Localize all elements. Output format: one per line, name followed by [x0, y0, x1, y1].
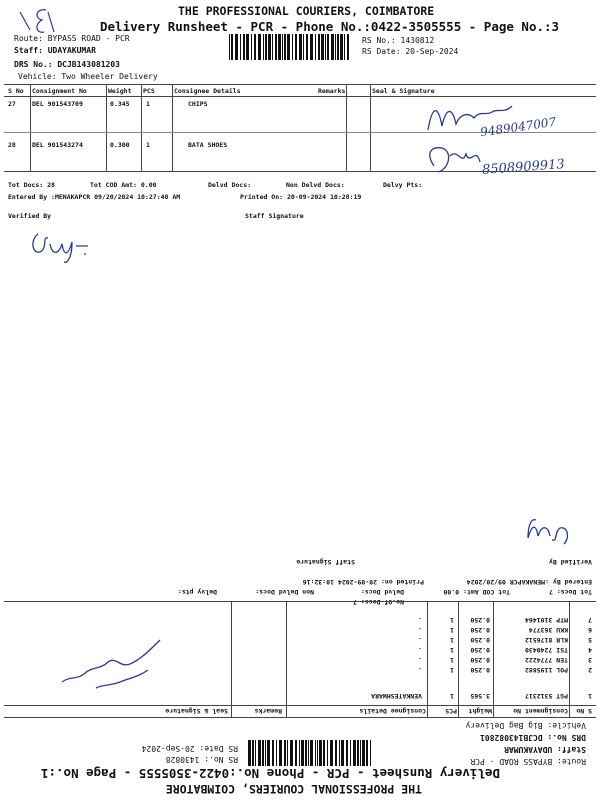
vehicle-label: Vehicle: Two Wheeler Delivery — [18, 72, 158, 81]
row-consignment: PGT 5312317 — [524, 692, 568, 700]
col-seal: Seal & Signature — [372, 87, 435, 95]
vehicle-label: Vehicle: Big Bag Delivery — [465, 721, 586, 730]
row-sno: 2 — [588, 666, 592, 674]
row-pcs: 1 — [450, 616, 454, 624]
row-pcs: 1 — [450, 626, 454, 634]
column-line — [458, 602, 459, 717]
tot-cod: Tot COD Amt: 0.00 — [443, 588, 510, 596]
entered-by: Entered By :MENAKAPCR 09/20/2024 — [466, 578, 592, 586]
handwritten-signature — [502, 514, 572, 554]
row-consignment: KLR 8176512 — [524, 636, 568, 644]
row-sno: 5 — [588, 636, 592, 644]
no-of-docs: No.Of Docs: 7 — [353, 598, 404, 606]
row-pcs: 1 — [146, 100, 150, 108]
col-weight: Weight — [468, 707, 492, 715]
rs-date: RS Date: 20-Sep-2024 — [141, 744, 238, 753]
col-sno: S No — [576, 707, 592, 715]
column-line — [231, 602, 232, 717]
handwritten-signature — [40, 620, 170, 700]
col-consignment: Consignment No — [513, 707, 568, 715]
entered-by: Entered By :MENAKAPCR 09/20/2024 10:27:48 AM — [8, 193, 181, 201]
divider — [4, 705, 596, 706]
barcode-icon — [247, 740, 371, 766]
row-sno: 28 — [8, 141, 16, 149]
column-line — [493, 602, 494, 717]
row-weight: 0.250 — [470, 636, 490, 644]
row-consignee: CHIPS — [188, 100, 208, 108]
col-seal: Seal & Signature — [165, 707, 228, 715]
row-sno: 6 — [588, 626, 592, 634]
route-label: Route: BYPASS ROAD - PCR — [470, 757, 586, 766]
row-consignment: DEL 901543709 — [32, 100, 83, 108]
printed-on: Printed on: 20-09-2024 10:32:16 — [302, 578, 424, 586]
verified-by: Verified By — [548, 558, 592, 566]
non-delvd-docs: Non Delvd Docs: — [286, 181, 345, 189]
row-consignment: TSI 7240430 — [524, 646, 568, 654]
col-consignee: Consignee Details — [174, 87, 241, 95]
non-delvd-docs: Non Delvd Docs: — [255, 588, 314, 596]
row-consignee: . — [418, 666, 422, 674]
row-weight: 0.250 — [470, 656, 490, 664]
col-remarks: Remarks — [254, 707, 282, 715]
staff-signature: Staff Signature — [245, 212, 304, 220]
delvy-pts: Delvy Pts: — [383, 181, 423, 189]
row-consignment: TEN 7774222 — [524, 656, 568, 664]
drs-number: DRS No.: DCJB143081203 — [14, 60, 120, 69]
staff-label: Staff: UDAYAKUMAR — [14, 46, 96, 55]
company-name: THE PROFESSIONAL COURIERS, COIMBATORE — [165, 782, 422, 796]
runsheet-title: Delivery Runsheet - PCR - Phone No.:0422-3505555 - Page No.:3 — [100, 19, 560, 34]
col-consignment: Consignment No — [32, 87, 87, 95]
tot-docs: Tot Docs: 7 — [548, 588, 592, 596]
row-sno: 3 — [588, 656, 592, 664]
printed-on: Printed On: 20-09-2024 10:28:19 — [240, 193, 362, 201]
delvy-pts: Delvy pts: — [177, 588, 217, 596]
row-consignment: POL 1195882 — [524, 666, 568, 674]
tot-docs: Tot Docs: 28 — [8, 181, 55, 189]
drs-number: DRS No.: DCJB143082801 — [480, 733, 586, 742]
handwritten-signature — [10, 4, 60, 40]
row-pcs: 1 — [450, 656, 454, 664]
row-consignment: KKU 363774 — [528, 626, 568, 634]
row-weight: 0.250 — [470, 646, 490, 654]
col-remarks: Remarks — [318, 87, 346, 95]
row-consignee: BATA SHOES — [188, 141, 228, 149]
row-consignee: . — [418, 656, 422, 664]
row-weight: 0.250 — [470, 666, 490, 674]
tot-cod: Tot COD Amt: 0.00 — [90, 181, 157, 189]
row-sno: 27 — [8, 100, 16, 108]
delvd-docs: Delvd Docs: — [208, 181, 252, 189]
rs-number: RS No.: 1430828 — [165, 755, 238, 764]
staff-signature: Staff Signature — [296, 558, 355, 566]
row-weight: 3.565 — [470, 692, 490, 700]
row-consignee: . — [418, 636, 422, 644]
company-name: THE PROFESSIONAL COURIERS, COIMBATORE — [178, 4, 435, 18]
rs-date: RS Date: 20-Sep-2024 — [362, 47, 459, 56]
row-pcs: 1 — [450, 636, 454, 644]
col-sno: S No — [8, 87, 24, 95]
rs-number: RS No.: 1430812 — [362, 36, 435, 45]
row-sno: 4 — [588, 646, 592, 654]
col-consignee: Consignee Details — [359, 707, 426, 715]
row-weight: 0.345 — [110, 100, 130, 108]
divider — [4, 601, 596, 602]
row-pcs: 1 — [450, 646, 454, 654]
delvd-docs: Delvd Docs: — [360, 588, 404, 596]
row-consignment: DEL 901543274 — [32, 141, 83, 149]
row-consignee: . — [418, 626, 422, 634]
handwritten-phone: 9489047007 — [479, 114, 557, 140]
row-consignee: . — [418, 646, 422, 654]
row-weight: 0.250 — [470, 616, 490, 624]
row-weight: 0.300 — [110, 141, 130, 149]
column-line — [427, 602, 428, 717]
row-consignee: . — [418, 616, 422, 624]
col-weight: Weight — [108, 87, 132, 95]
row-weight: 0.250 — [470, 626, 490, 634]
route-label: Route: BYPASS ROAD - PCR — [14, 34, 130, 43]
col-pcs: PCS — [143, 87, 155, 95]
column-line — [569, 602, 570, 717]
handwritten-phone: 8508909913 — [481, 157, 566, 178]
row-consignee: VENKATESHWARA — [371, 692, 422, 700]
runsheet-title: Delivery Runsheet - PCR - Phone No.:0422-3505555 - Page No.:1 — [40, 766, 500, 781]
row-sno: 1 — [588, 692, 592, 700]
row-pcs: 1 — [450, 692, 454, 700]
col-pcs: PCS — [445, 707, 457, 715]
column-line — [286, 602, 287, 717]
verified-by: Verified By — [8, 212, 52, 220]
divider — [4, 717, 596, 718]
row-sno: 7 — [588, 616, 592, 624]
row-pcs: 1 — [450, 666, 454, 674]
row-pcs: 1 — [146, 141, 150, 149]
staff-label: Staff: UDAYAKUMAR — [504, 745, 586, 754]
row-consignment: MTP 3101464 — [524, 616, 568, 624]
